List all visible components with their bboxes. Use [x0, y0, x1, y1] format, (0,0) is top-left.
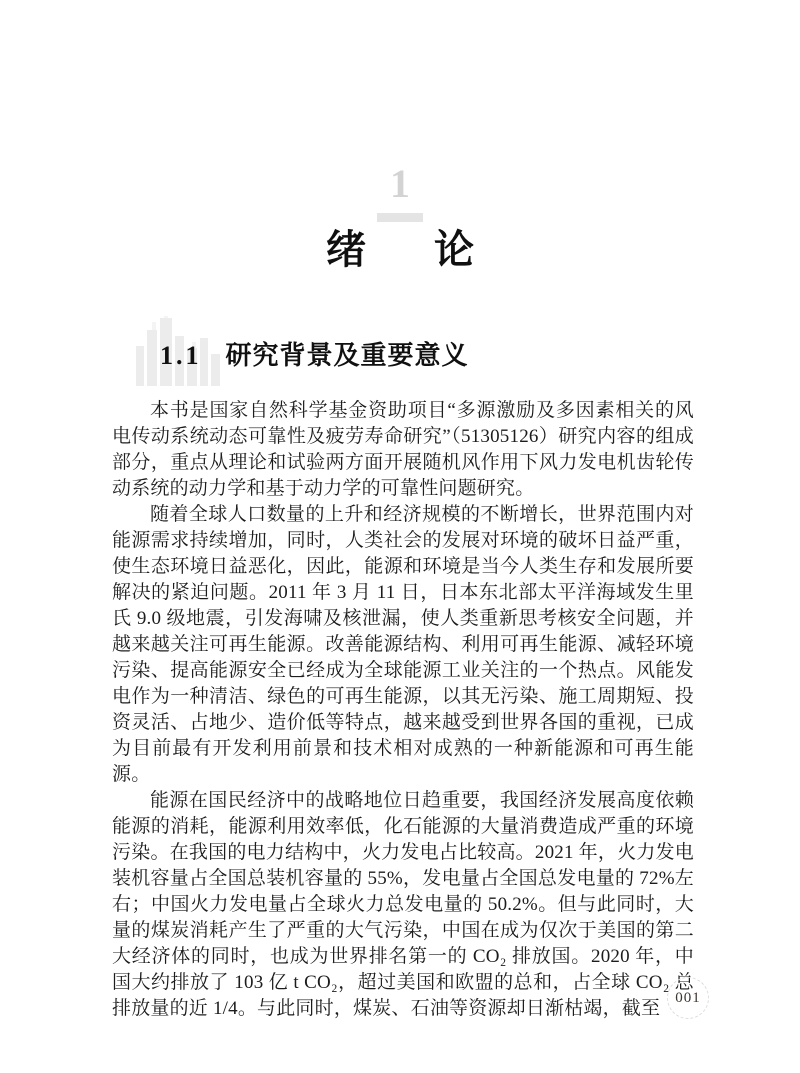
body-text [112, 398, 694, 1022]
chapter-number: 1 [390, 161, 410, 206]
section-title: 研究背景及重要意义 [225, 341, 469, 370]
page-number-stamp-icon [667, 977, 709, 1019]
chapter-title-char-2: 论 [434, 227, 474, 272]
chapter-title [0, 228, 800, 272]
page-number: 001 [675, 989, 701, 1006]
paragraph-2: 随着全球人口数量的上升和经济规模的不断增长，世界范围内对能源需求持续增加，同时，人类社会的发展对环境的破坏日益严重，使生态环境日益恶化，因此，能源和环境是当今人类生存和发展所要解决的紧迫问题。2011 年 3 月 11 日，日本东北部太平洋海域发生里氏 9.0 级地震，引发海啸及核泄漏，使人类重新思考核安全问题，并越来越关注可再生能源。改善能源结构、利用可再生能源、减轻环境污染、提高能源安全已经成为全球能源工业关注的一个热点。风能发电作为一种清洁、绿色的可再生能源，以其无污染、施工周期短、投资灵活、占地少、造价低等特点，越来越受到世界各国的重视，已成为目前最有开发利用前景和技术相对成熟的一种新能源和可再生能源。 [112, 504, 694, 785]
paragraph-3: 能源在国民经济中的战略地位日趋重要，我国经济发展高度依赖能源的消耗，能源利用效率低，化石能源的大量消费造成严重的环境污染。在我国的电力结构中，火力发电占比较高。2021 年，火力发电装机容量占全国总装机容量的 55%，发电量占全国总发电量的 72%左右；中国火力发电量占全球火力总发电量的 50.2%。但与此同时，大量的煤炭消耗产生了严重的大气污染，中国在成为仅次于美国的第二大经济体的同时，也成为世界排名第一的 CO₂ 排放国。2020 年，中国大约排放了 103 亿 t CO₂，超过美国和欧盟的总和，占全球 CO₂ 总排放量的近 1/4。与此同时，煤炭、石油等资源却日渐枯竭，截至 [112, 790, 694, 1019]
chapter-title-char-1: 绪 [326, 227, 366, 272]
section-number: 1.1 [160, 341, 202, 370]
chapter-divider-bar [377, 213, 423, 222]
section-heading [160, 340, 469, 371]
paragraph-1: 本书是国家自然科学基金资助项目“多源激励及多因素相关的风电传动系统动态可靠性及疲劳寿命研究”（51305126）研究内容的组成部分，重点从理论和试验两方面开展随机风作用下风力发电机齿轮传动系统的动力学和基于动力学的可靠性问题研究。 [112, 400, 694, 499]
